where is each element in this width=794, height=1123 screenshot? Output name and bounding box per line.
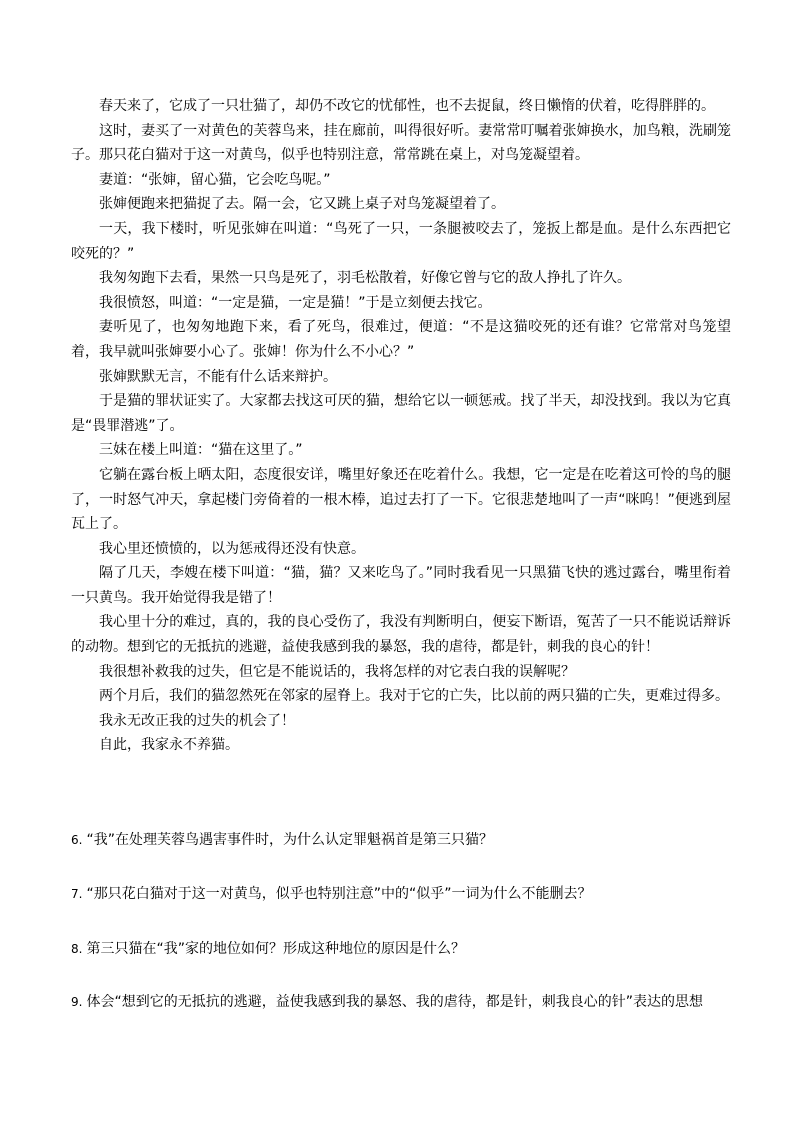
question-item bbox=[71, 829, 741, 851]
paragraph: 我匆匆跑下去看，果然一只鸟是死了，羽毛松散着，好像它曾与它的敌人挣扎了许久。 bbox=[99, 270, 631, 287]
paragraph: 于是猫的罪状证实了。大家都去找这可厌的猫，想给它以一顿惩戒。找了半天，却没找到。我以为它真是“畏罪潜逃”了。 bbox=[71, 393, 731, 434]
paragraph: 自此，我家永不养猫。 bbox=[99, 737, 239, 754]
paragraph: 妻听见了，也匆匆地跑下来，看了死鸟，很难过，便道：“不是这猫咬死的还有谁？它常常对鸟笼望着，我早就叫张婶要小心了。张婶！你为什么不小心？” bbox=[71, 319, 731, 360]
paragraph: 两个月后，我们的猫忽然死在邻家的屋脊上。我对于它的亡失，比以前的两只猫的亡失，更难过得多。 bbox=[99, 688, 729, 705]
question-number: 7. bbox=[71, 887, 83, 901]
paragraph: 一天，我下楼时，听见张婶在叫道：“鸟死了一只，一条腿被咬去了，笼扳上都是血。是什么东西把它咬死的？” bbox=[71, 220, 731, 262]
question-text: 第三只猫在“我”家的地位如何？形成这种地位的原因是什么？ bbox=[86, 941, 465, 957]
paragraph: 隔了几天，李嫂在楼下叫道：“猫，猫？又来吃鸟了。”同时我看见一只黑猫飞快的逃过露台，嘴里衔着一只黄鸟。我开始觉得我是错了！ bbox=[71, 565, 731, 606]
paragraph: 张婶便跑来把猫捉了去。隔一会，它又跳上桌子对鸟笼凝望着了。 bbox=[99, 196, 505, 213]
paragraph: 我很愤怒，叫道：“一定是猫，一定是猫！”于是立刻便去找它。 bbox=[99, 294, 492, 311]
paragraph: 我心里十分的难过，真的，我的良心受伤了，我没有判断明白，便妄下断语，冤苦了一只不能说话辩诉的动物。想到它的无抵抗的逃避，益使我感到我的暴怒，我的虐待，都是针，刺我的良心的针！ bbox=[71, 614, 731, 656]
paragraph: 三妹在楼上叫道：“猫在这里了。” bbox=[99, 442, 303, 459]
paragraph: 我很想补救我的过失，但它是不能说话的，我将怎样的对它表白我的误解呢？ bbox=[99, 663, 575, 680]
question-number: 6. bbox=[71, 833, 83, 847]
question-item bbox=[71, 883, 741, 905]
passage bbox=[71, 94, 731, 758]
question-text: “那只花白猫对于这一对黄鸟，似乎也特别注意”中的“似乎”一词为什么不能删去？ bbox=[86, 886, 592, 902]
paragraph: 它躺在露台板上晒太阳，态度很安详，嘴里好象还在吃着什么。我想，它一定是在吃着这可怜的鸟的腿了，一时怒气冲天，拿起楼门旁倚着的一根木棒，追过去打了一下。它很悲楚地叫了一声“咪呜！”便逃到屋瓦上了。 bbox=[71, 466, 731, 533]
question-number: 8. bbox=[71, 942, 83, 956]
paragraph: 妻道：“张婶，留心猫，它会吃鸟呢。” bbox=[99, 171, 331, 188]
paragraph: 张婶默默无言，不能有什么话来辩护。 bbox=[99, 368, 337, 385]
question-item bbox=[71, 991, 741, 1013]
question-item bbox=[71, 938, 741, 960]
paragraph: 我心里还愤愤的，以为惩戒得还没有快意。 bbox=[99, 540, 365, 557]
paragraph: 春天来了，它成了一只壮猫了，却仍不改它的忧郁性，也不去捉鼠，终日懒惰的伏着，吃得胖胖的。 bbox=[99, 98, 715, 114]
paragraph: 这时，妻买了一对黄色的芙蓉鸟来，挂在廊前，叫得很好听。妻常常叮嘱着张婶换水，加鸟粮，洗刷笼子。那只花白猫对于这一对黄鸟，似乎也特别注意，常常跳在桌上，对鸟笼凝望着。 bbox=[71, 122, 731, 164]
question-number: 9. bbox=[71, 995, 83, 1009]
question-text: 体会“想到它的无抵抗的逃避，益使我感到我的暴怒、我的虐待，都是针，刺我良心的针”表达的思想 bbox=[86, 994, 703, 1010]
question-text: “我”在处理芙蓉鸟遇害事件时，为什么认定罪魁祸首是第三只猫？ bbox=[86, 832, 493, 848]
paragraph: 我永无改正我的过失的机会了！ bbox=[99, 712, 295, 729]
